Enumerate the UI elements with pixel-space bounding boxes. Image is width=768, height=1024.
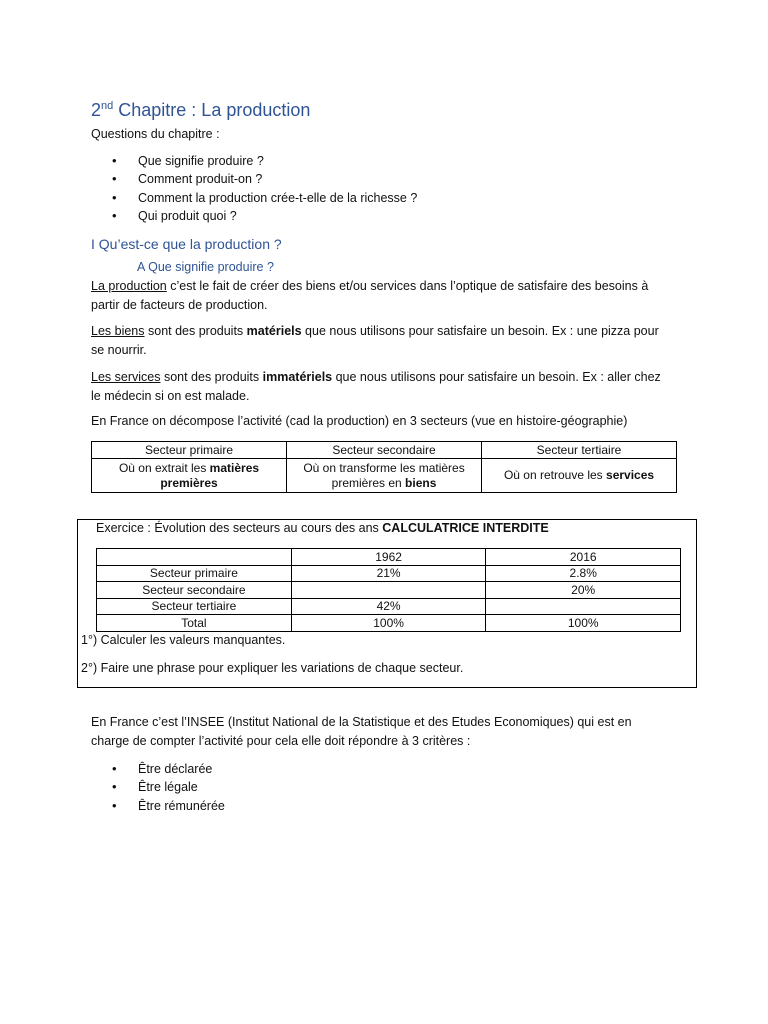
definition-production: La production c’est le fait de créer des biens et/ou services dans l’optique de satisfaire des besoins à partir de facteurs de production. — [91, 279, 649, 312]
table-row — [97, 598, 681, 615]
table-header-cell: Secteur tertiaire — [482, 442, 677, 459]
table-header-cell: 2016 — [486, 549, 681, 566]
list-item: • Comment produit-on ? — [91, 170, 417, 188]
exercise-title: Exercice : Évolution des secteurs au cours des ans CALCULATRICE INTERDITE — [96, 521, 549, 535]
table-row — [97, 615, 681, 632]
page-title: 2nd Chapitre : La production — [91, 100, 311, 120]
table-cell: 100% — [291, 615, 486, 632]
exercise-table — [96, 548, 681, 632]
table-cell: 2.8% — [486, 565, 681, 582]
criteria-list — [91, 760, 225, 815]
table-cell: Secteur primaire — [97, 565, 292, 582]
exercise-question-2: 2°) Faire une phrase pour expliquer les variations de chaque secteur. — [81, 661, 464, 675]
list-item: • Qui produit quoi ? — [91, 207, 417, 225]
definition-biens: Les biens sont des produits matériels que nous utilisons pour satisfaire un besoin. Ex : une pizza pour se nourrir. — [91, 324, 659, 357]
table-row — [97, 565, 681, 582]
definition-services: Les services sont des produits immatériels que nous utilisons pour satisfaire un besoin. Ex : aller chez le médecin si on est malade. — [91, 370, 661, 403]
table-cell: 100% — [486, 615, 681, 632]
table-cell: 20% — [486, 582, 681, 599]
list-item: • Comment la production crée-t-elle de la richesse ? — [91, 189, 417, 207]
table-cell: Où on extrait les matières premières — [92, 459, 287, 493]
table-cell: 21% — [291, 565, 486, 582]
table-cell: Où on transforme les matières premières en biens — [287, 459, 482, 493]
table-header-cell — [97, 549, 292, 566]
list-item: • Être rémunérée — [91, 797, 225, 815]
table-row — [97, 582, 681, 599]
table-cell: Secteur tertiaire — [97, 598, 292, 615]
list-item: • Que signifie produire ? — [91, 152, 417, 170]
questions-label: Questions du chapitre : — [91, 127, 220, 141]
france-sectors-text: En France on décompose l’activité (cad la production) en 3 secteurs (vue en histoire-géographie) — [91, 414, 628, 428]
subsection-heading: A Que signifie produire ? — [137, 260, 274, 274]
table-header-cell: Secteur secondaire — [287, 442, 482, 459]
table-cell — [291, 582, 486, 599]
table-cell: 42% — [291, 598, 486, 615]
list-item: • Être déclarée — [91, 760, 225, 778]
table-cell: Total — [97, 615, 292, 632]
table-cell — [486, 598, 681, 615]
section-heading: I Qu’est-ce que la production ? — [91, 236, 282, 252]
table-header-cell: Secteur primaire — [92, 442, 287, 459]
sectors-table — [91, 441, 677, 493]
table-cell: Où on retrouve les services — [482, 459, 677, 493]
list-item: • Être légale — [91, 778, 225, 796]
table-header-cell: 1962 — [291, 549, 486, 566]
questions-list — [91, 152, 417, 225]
table-cell: Secteur secondaire — [97, 582, 292, 599]
insee-paragraph: En France c’est l’INSEE (Institut National de la Statistique et des Etudes Economiques) qui est en charge de compter l’activité pour cela elle doit répondre à 3 critères : — [91, 715, 632, 748]
exercise-question-1: 1°) Calculer les valeurs manquantes. — [81, 633, 286, 647]
